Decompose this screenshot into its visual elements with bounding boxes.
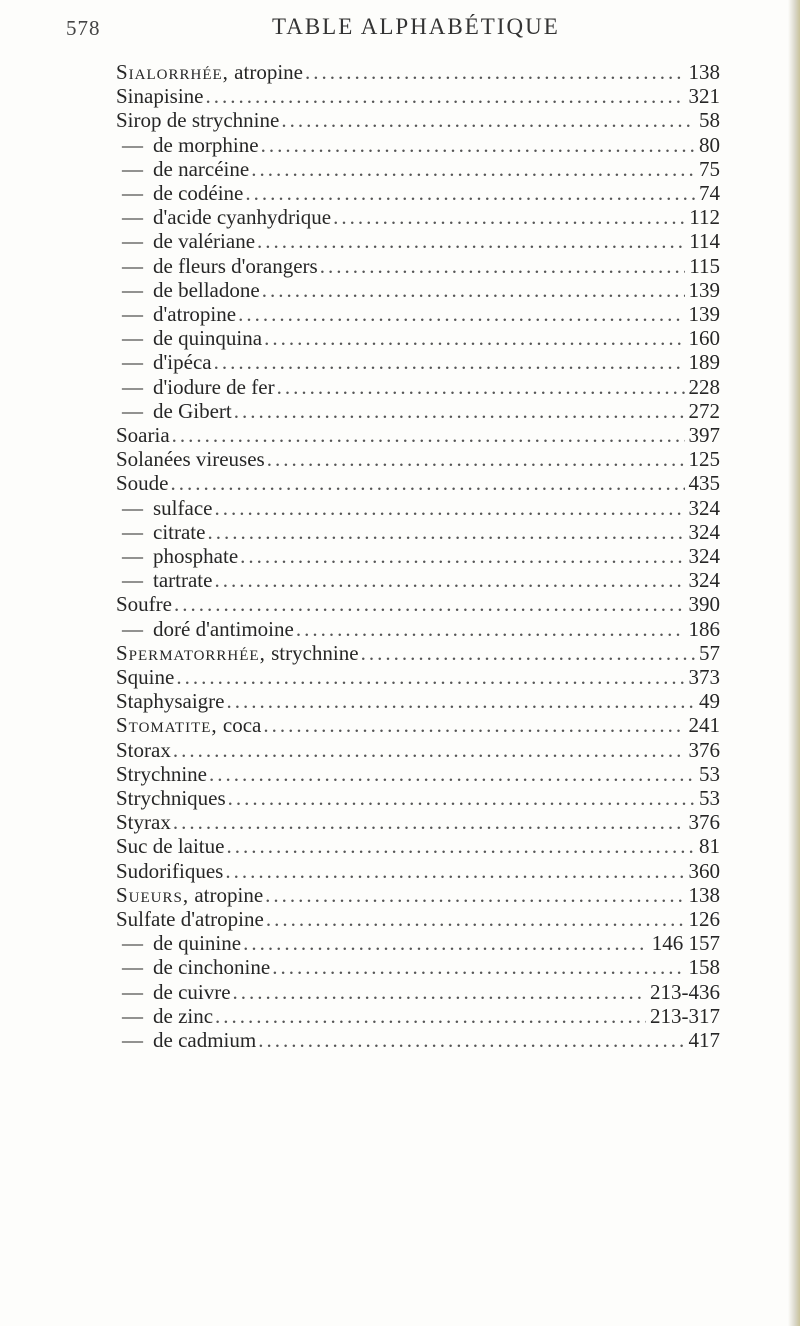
entry-term-text: phosphate xyxy=(153,544,239,568)
entry-page-number: 53 xyxy=(695,762,720,786)
entry-term xyxy=(153,1028,256,1052)
entry-term-text: de cadmium xyxy=(153,1028,257,1052)
entry-page-number: 126 xyxy=(685,907,721,931)
entry-term-text: atropine xyxy=(228,60,303,84)
dot-leader xyxy=(206,84,721,108)
entry-term-text: doré d'antimoine xyxy=(153,616,294,641)
entry-term-text: Staphysaigre xyxy=(116,689,225,714)
entry-term-text: de zinc xyxy=(153,1003,214,1028)
index-entry xyxy=(116,423,720,447)
entry-term-text: coca xyxy=(217,713,262,738)
entry-page-number: 186 xyxy=(685,617,721,641)
dot-leader xyxy=(214,496,720,520)
entry-term xyxy=(116,592,172,616)
entry-page-number: 57 xyxy=(695,641,720,665)
entry-term xyxy=(153,133,259,157)
entry-term xyxy=(153,350,212,374)
index-entry xyxy=(116,568,720,592)
entry-term-text: strychnine xyxy=(265,640,359,665)
entry-term xyxy=(153,544,238,568)
entry-term-text: Sinapisine xyxy=(116,84,204,109)
dot-leader xyxy=(266,907,720,931)
entry-page-number: 324 xyxy=(685,544,721,568)
entry-term xyxy=(153,302,236,326)
entry-term-text: Soufre xyxy=(116,592,172,617)
dot-leader xyxy=(226,834,720,858)
entry-page-number: 272 xyxy=(685,399,721,423)
entry-term-small-caps: Stomatite, xyxy=(116,713,218,738)
entry-page-number: 397 xyxy=(685,423,721,447)
entry-term-text: de narcéine xyxy=(153,156,250,181)
entry-term xyxy=(116,665,174,689)
index-entry xyxy=(116,254,720,278)
entry-term xyxy=(116,907,264,931)
entry-dash: — xyxy=(122,229,143,254)
entry-page-number: 189 xyxy=(685,350,721,374)
entry-page-number: 228 xyxy=(685,375,721,399)
page-edge-shadow xyxy=(788,0,800,1326)
entry-page-number: 213-317 xyxy=(646,1004,720,1028)
dot-leader xyxy=(214,350,720,374)
entry-term xyxy=(116,834,224,858)
page-number: 578 xyxy=(66,16,101,40)
entry-dash: — xyxy=(122,277,143,302)
entry-dash: — xyxy=(122,205,143,230)
index-entry xyxy=(116,1004,720,1028)
dot-leader xyxy=(263,713,720,737)
index-entry xyxy=(116,713,720,737)
dot-leader xyxy=(172,423,720,447)
entry-page-number: 376 xyxy=(685,738,721,762)
entry-term-text: atropine xyxy=(189,882,264,907)
dot-leader xyxy=(225,859,720,883)
entry-term xyxy=(116,762,207,786)
entry-term-text: de cuivre xyxy=(153,979,231,1004)
dot-leader xyxy=(207,520,720,544)
entry-page-number: 81 xyxy=(695,834,720,858)
dot-leader xyxy=(173,810,720,834)
running-title: TABLE ALPHABÉTIQUE xyxy=(272,14,560,39)
index-entry xyxy=(116,60,720,84)
dot-leader xyxy=(361,641,720,665)
entry-term-small-caps: Sueurs, xyxy=(116,882,190,907)
index-entry xyxy=(116,762,720,786)
entry-dash: — xyxy=(122,1003,143,1028)
index-entry xyxy=(116,84,720,108)
entry-dash: — xyxy=(122,374,143,399)
entry-term xyxy=(116,641,359,665)
entry-term xyxy=(153,229,255,253)
entry-term xyxy=(153,157,249,181)
entry-dash: — xyxy=(122,568,143,593)
entry-page-number: 112 xyxy=(685,205,720,229)
entry-term-text: Strychnine xyxy=(116,761,207,786)
page-header xyxy=(0,8,800,48)
entry-page-number: 80 xyxy=(695,133,720,157)
entry-page-number: 213-436 xyxy=(646,980,720,1004)
index-entry xyxy=(116,641,720,665)
entry-page-number: 139 xyxy=(685,302,721,326)
dot-leader xyxy=(262,278,720,302)
entry-page-number: 49 xyxy=(695,689,720,713)
entry-term-small-caps: Spermatorrhée, xyxy=(116,640,266,665)
index-entry xyxy=(116,181,720,205)
entry-term xyxy=(116,471,169,495)
dot-leader xyxy=(240,544,720,568)
index-entry xyxy=(116,980,720,1004)
entry-term xyxy=(153,1004,213,1028)
index-entry xyxy=(116,447,720,471)
index-entry xyxy=(116,375,720,399)
index-entry xyxy=(116,931,720,955)
entry-term-text: de valériane xyxy=(153,229,256,254)
entry-term xyxy=(116,738,171,762)
index-entry xyxy=(116,108,720,132)
entry-term-text: d'atropine xyxy=(153,302,237,326)
entry-dash: — xyxy=(122,156,143,181)
entry-term-text: Styrax xyxy=(116,810,171,835)
entry-page-number: 74 xyxy=(695,181,720,205)
entry-term xyxy=(116,713,261,737)
entry-page-number: 321 xyxy=(685,84,721,108)
index-entry xyxy=(116,859,720,883)
index-entry xyxy=(116,738,720,762)
dot-leader xyxy=(257,229,720,253)
dot-leader xyxy=(333,205,720,229)
dot-leader xyxy=(176,665,720,689)
dot-leader xyxy=(258,1028,720,1052)
index-entry xyxy=(116,350,720,374)
dot-leader xyxy=(277,375,720,399)
entry-term xyxy=(116,689,224,713)
entry-term xyxy=(153,181,243,205)
entry-term xyxy=(153,520,205,544)
dot-leader xyxy=(320,254,720,278)
entry-page-number: 376 xyxy=(685,810,721,834)
index-entry xyxy=(116,955,720,979)
dot-leader xyxy=(228,786,720,810)
entry-dash: — xyxy=(122,979,143,1004)
entry-term xyxy=(153,375,275,399)
entry-term-text: Sudorifiques xyxy=(116,858,224,883)
entry-term xyxy=(153,931,241,955)
entry-term-text: sulface xyxy=(153,495,213,520)
dot-leader xyxy=(296,617,720,641)
dot-leader xyxy=(174,592,720,616)
entry-dash: — xyxy=(122,350,143,375)
index-entry xyxy=(116,665,720,689)
entry-dash: — xyxy=(122,1028,143,1052)
entry-page-number: 417 xyxy=(685,1028,721,1052)
dot-leader xyxy=(173,738,720,762)
entry-term-text: d'acide cyanhydrique xyxy=(153,205,332,230)
entry-dash: — xyxy=(122,398,143,423)
dot-leader xyxy=(215,1004,720,1028)
index-entry xyxy=(116,520,720,544)
index-entry xyxy=(116,883,720,907)
entry-term-text: de fleurs d'orangers xyxy=(153,253,318,278)
entry-term-text: de cinchonine xyxy=(153,955,271,980)
dot-leader xyxy=(171,471,721,495)
dot-leader xyxy=(214,568,720,592)
entry-page-number: 435 xyxy=(685,471,721,495)
entry-term xyxy=(116,810,171,834)
entry-term-text: de morphine xyxy=(153,132,259,157)
dot-leader xyxy=(209,762,720,786)
entry-page-number: 146 157 xyxy=(648,931,720,955)
dot-leader xyxy=(245,181,720,205)
entry-term-text: Storax xyxy=(116,737,171,762)
entry-term-text: Suc de laitue xyxy=(116,834,225,859)
index-entry xyxy=(116,205,720,229)
index-entry xyxy=(116,689,720,713)
index-entry xyxy=(116,496,720,520)
entry-page-number: 360 xyxy=(685,859,721,883)
entry-dash: — xyxy=(122,132,143,157)
entry-dash: — xyxy=(122,495,143,520)
dot-leader xyxy=(305,60,720,84)
entry-term xyxy=(116,423,170,447)
entry-term-text: de belladone xyxy=(153,277,260,302)
entry-page-number: 138 xyxy=(685,60,721,84)
entry-page-number: 390 xyxy=(685,592,721,616)
index-entry xyxy=(116,157,720,181)
index-entry xyxy=(116,302,720,326)
dot-leader xyxy=(226,689,720,713)
entry-page-number: 53 xyxy=(695,786,720,810)
entry-term-text: tartrate xyxy=(153,568,213,593)
entry-term-text: de codéine xyxy=(153,181,244,205)
dot-leader xyxy=(267,447,720,471)
entry-term xyxy=(153,617,294,641)
entry-term xyxy=(153,278,260,302)
entry-term xyxy=(153,568,212,592)
index-entry xyxy=(116,834,720,858)
entry-page-number: 324 xyxy=(685,496,721,520)
entry-term-text: Soude xyxy=(116,471,169,496)
index-entry xyxy=(116,399,720,423)
entry-page-number: 139 xyxy=(685,278,721,302)
entry-term xyxy=(153,955,270,979)
entry-term-text: Solanées vireuses xyxy=(116,447,265,472)
entry-term xyxy=(116,859,223,883)
entry-term xyxy=(116,84,204,108)
entry-page-number: 138 xyxy=(685,883,721,907)
entry-term xyxy=(153,326,262,350)
index-entry xyxy=(116,1028,720,1052)
entry-page-number: 160 xyxy=(685,326,721,350)
entry-dash: — xyxy=(122,544,143,568)
dot-leader xyxy=(281,108,720,132)
entry-term-text: d'ipéca xyxy=(153,350,212,375)
entry-term-text: citrate xyxy=(153,519,206,544)
entry-term-text: d'iodure de fer xyxy=(153,374,275,399)
entry-term xyxy=(116,883,263,907)
entry-dash: — xyxy=(122,931,143,956)
entry-page-number: 115 xyxy=(685,254,720,278)
index-entry xyxy=(116,544,720,568)
entry-dash: — xyxy=(122,302,143,326)
entry-dash: — xyxy=(122,519,143,544)
index-entry xyxy=(116,326,720,350)
entry-term xyxy=(116,786,226,810)
index-entry xyxy=(116,592,720,616)
entry-term-text: Squine xyxy=(116,665,175,689)
entry-term-small-caps: Sialorrhée, xyxy=(116,60,229,84)
entry-term-text: Strychniques xyxy=(116,786,226,810)
entry-page-number: 158 xyxy=(685,955,721,979)
entry-term-text: Sirop de strychnine xyxy=(116,108,280,133)
index-entry xyxy=(116,278,720,302)
index-entry xyxy=(116,907,720,931)
entry-term xyxy=(153,399,232,423)
entry-term xyxy=(153,980,231,1004)
entry-term xyxy=(116,60,303,84)
dot-leader xyxy=(264,326,720,350)
entry-page-number: 114 xyxy=(685,229,720,253)
entry-page-number: 125 xyxy=(685,447,721,471)
index-entry xyxy=(116,810,720,834)
entry-page-number: 241 xyxy=(685,713,721,737)
entry-term xyxy=(153,205,331,229)
dot-leader xyxy=(234,399,720,423)
index-entry xyxy=(116,617,720,641)
index-entry xyxy=(116,229,720,253)
entry-dash: — xyxy=(122,253,143,278)
entry-term-text: Soaria xyxy=(116,423,170,447)
index-entry xyxy=(116,471,720,495)
entry-page-number: 324 xyxy=(685,568,721,592)
entry-dash: — xyxy=(122,181,143,205)
entry-page-number: 58 xyxy=(695,108,720,132)
index-entry xyxy=(116,786,720,810)
entry-page-number: 324 xyxy=(685,520,721,544)
entry-dash: — xyxy=(122,326,143,351)
dot-leader xyxy=(265,883,720,907)
entry-term xyxy=(153,496,212,520)
dot-leader xyxy=(261,133,720,157)
index-entry xyxy=(116,133,720,157)
entry-term xyxy=(153,254,318,278)
entry-term-text: de Gibert xyxy=(153,398,232,423)
entry-term xyxy=(116,447,265,471)
entry-page-number: 373 xyxy=(685,665,721,689)
entry-term xyxy=(116,108,279,132)
entry-term-text: de quinquina xyxy=(153,326,263,351)
entry-term-text: Sulfate d'atropine xyxy=(116,907,264,931)
entry-term-text: de quinine xyxy=(153,931,242,956)
entry-page-number: 75 xyxy=(695,157,720,181)
dot-leader xyxy=(238,302,720,326)
dot-leader xyxy=(251,157,720,181)
entry-dash: — xyxy=(122,616,143,641)
entry-dash: — xyxy=(122,955,143,980)
dot-leader xyxy=(272,955,720,979)
